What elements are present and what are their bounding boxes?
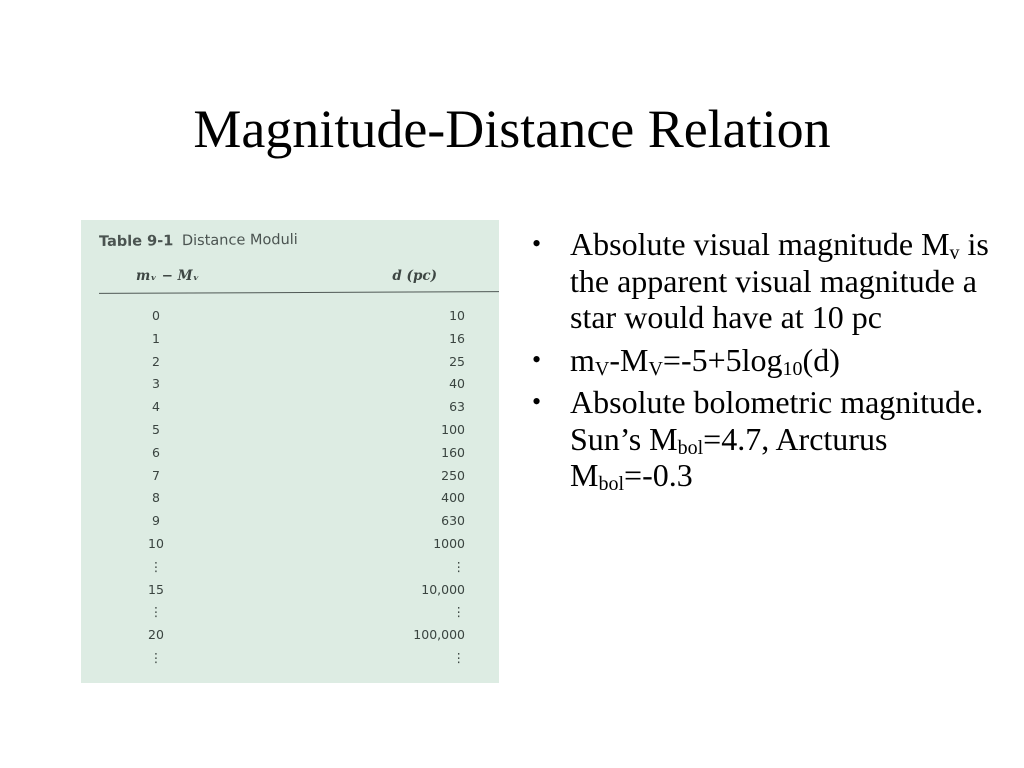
- table-row: [81, 627, 499, 649]
- table-row: [81, 376, 499, 398]
- table-row: [81, 650, 499, 672]
- modulus-cell: ⋮: [149, 604, 163, 620]
- modulus-cell: ⋮: [149, 558, 163, 574]
- modulus-cell: 1: [152, 330, 160, 346]
- modulus-cell: 5: [152, 422, 160, 437]
- bullet-text: is the apparent visual magnitude a star would have at 10 pc: [570, 226, 989, 335]
- modulus-cell: 7: [152, 467, 160, 483]
- column-header-distance: d (pc): [392, 268, 437, 284]
- modulus-cell: 3: [152, 376, 160, 392]
- distance-cell: 25: [449, 353, 465, 369]
- subscript: bol: [598, 473, 625, 495]
- table-row: [81, 422, 499, 444]
- distance-cell: 63: [449, 399, 465, 415]
- modulus-cell: 10: [148, 536, 164, 551]
- bullet-distance-formula: [530, 342, 1000, 379]
- table-row: [81, 490, 499, 512]
- column-header-modulus: mᵥ − Mᵥ: [136, 268, 200, 284]
- distance-cell: 630: [441, 513, 465, 529]
- table-row: [81, 582, 499, 604]
- table-caption: [99, 232, 298, 250]
- subscript: bol: [677, 436, 704, 459]
- distance-cell: 40: [449, 376, 465, 392]
- bullet-list: [530, 226, 1000, 500]
- distance-cell: 100,000: [413, 627, 465, 643]
- subscript: V: [594, 357, 610, 380]
- bullet-text: (d): [802, 341, 840, 378]
- bullet-text: Absolute bolometric magnitude. Sun’s M: [570, 384, 984, 457]
- table-row: [81, 604, 499, 626]
- table-row: [81, 354, 499, 376]
- distance-cell: 250: [441, 467, 465, 483]
- bullet-absolute-visual: [530, 226, 1000, 336]
- distance-cell: 400: [441, 490, 465, 506]
- distance-cell: 10,000: [421, 581, 465, 597]
- modulus-cell: 0: [152, 308, 160, 323]
- table-caption-number: Table 9-1: [99, 233, 174, 250]
- bullet-text: Absolute visual magnitude M: [570, 226, 950, 262]
- modulus-cell: 8: [152, 490, 160, 506]
- distance-cell: ⋮: [452, 558, 465, 574]
- bullet-text: -M: [609, 341, 649, 378]
- distance-cell: 16: [449, 330, 465, 346]
- modulus-cell: 15: [148, 581, 164, 597]
- bullet-text: m: [570, 341, 595, 378]
- table-row: [81, 331, 499, 353]
- modulus-cell: 4: [152, 399, 160, 415]
- modulus-cell: 9: [152, 513, 160, 529]
- distance-cell: 100: [441, 422, 465, 437]
- table-row: [81, 559, 499, 581]
- table-caption-title: Distance Moduli: [181, 231, 298, 250]
- modulus-cell: 6: [152, 444, 160, 460]
- slide-title: Magnitude-Distance Relation: [193, 99, 831, 159]
- bullet-dot-icon: •: [532, 344, 542, 374]
- subscript: 10: [782, 357, 803, 380]
- distance-cell: 10: [449, 308, 465, 323]
- bullet-dot-icon: •: [532, 229, 542, 258]
- bullet-text: =-0.3: [624, 457, 693, 493]
- table-row: [81, 399, 499, 421]
- table-row: [81, 308, 499, 330]
- bullet-text: =4.7, Arcturus M: [570, 420, 888, 493]
- table-row: [81, 513, 499, 535]
- modulus-cell: 2: [152, 353, 160, 369]
- distance-cell: 1000: [433, 536, 465, 551]
- distance-cell: ⋮: [452, 604, 465, 620]
- table-row: [81, 468, 499, 490]
- bullet-absolute-bolometric: [530, 384, 1000, 494]
- distance-moduli-table-image: [81, 220, 499, 683]
- distance-cell: 160: [441, 444, 465, 460]
- bullet-dot-icon: •: [532, 387, 542, 416]
- table-row: [81, 536, 499, 558]
- table-row: [81, 445, 499, 467]
- table-header-rule: [99, 291, 499, 294]
- bullet-text: =-5+5log: [662, 341, 783, 378]
- distance-cell: ⋮: [452, 650, 465, 665]
- subscript: v: [949, 242, 960, 264]
- modulus-cell: ⋮: [149, 650, 163, 665]
- subscript: V: [648, 357, 663, 380]
- modulus-cell: 20: [148, 627, 164, 643]
